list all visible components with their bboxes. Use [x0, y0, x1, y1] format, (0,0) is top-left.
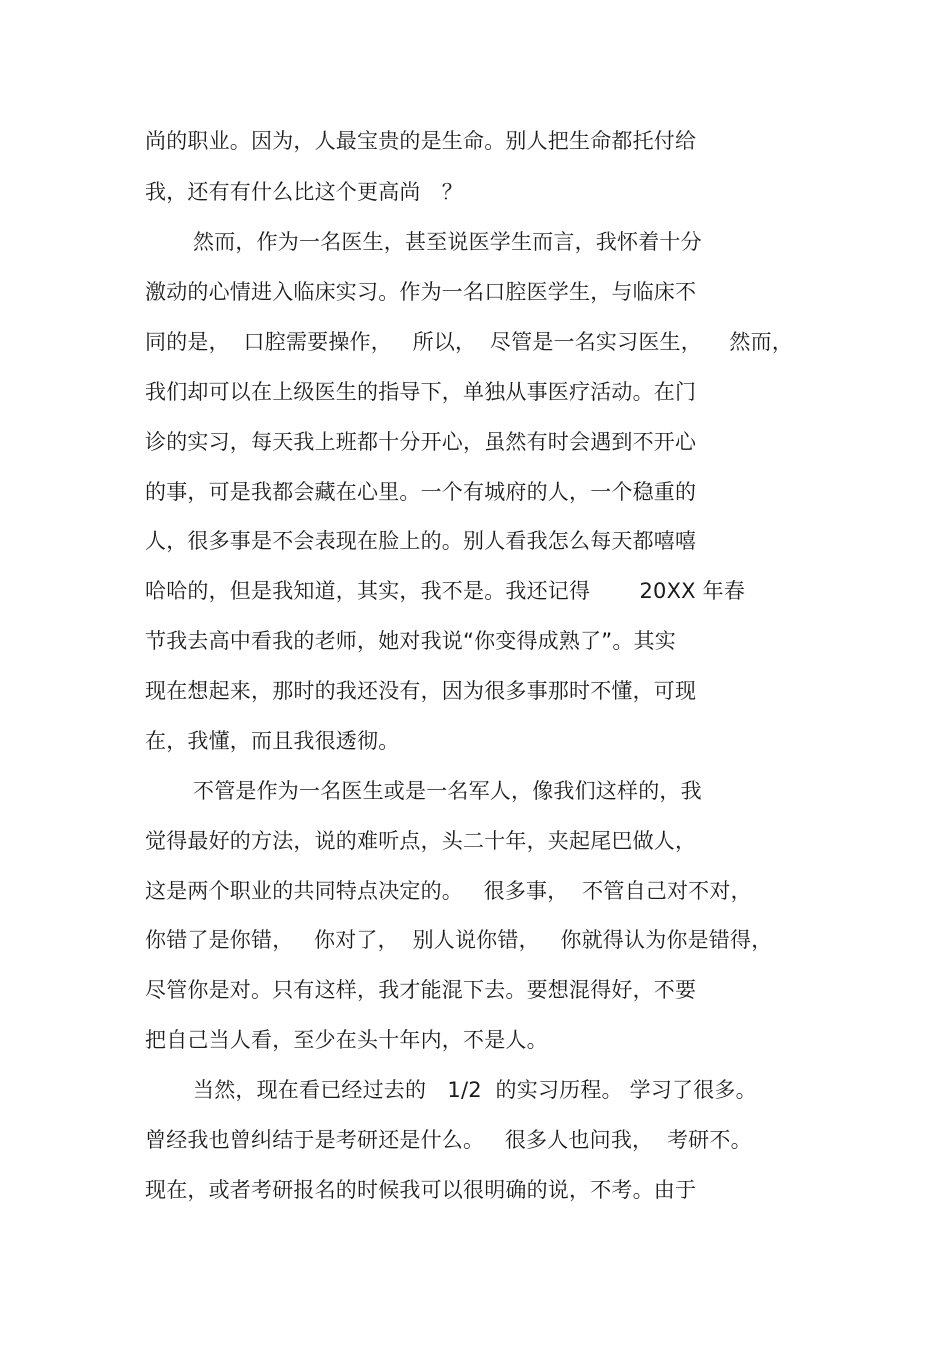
text-line: 把自己当人看，至少在头十年内，不是人。 [145, 1028, 548, 1052]
paragraph-first-line: 不管是作为一名医生或是一名军人，像我们这样的，我 [193, 779, 702, 803]
text-line: 同的是， 口腔需要操作， 所以， 尽管是一名实习医生， 然而， [145, 330, 794, 354]
text-line: 我，还有有什么比这个更高尚 ？ [145, 180, 463, 204]
text-line: 我们却可以在上级医生的指导下，单独从事医疗活动。在门 [145, 380, 697, 404]
text-line: 这是两个职业的共同特点决定的。 很多事， 不管自己对不对， [145, 879, 752, 903]
text-line: 激动的心情进入临床实习。作为一名口腔医学生，与临床不 [145, 280, 697, 304]
text-line: 在，我懂，而且我很透彻。 [145, 729, 400, 753]
text-line: 现在，或者考研报名的时候我可以很明确的说，不考。由于 [145, 1178, 697, 1202]
text-line: 曾经我也曾纠结于是考研还是什么。 很多人也问我， 考研不。 [145, 1128, 752, 1152]
paragraph-first-line: 当然，现在看已经过去的 1/2 的实习历程。 学习了很多。 [193, 1078, 757, 1102]
text-line: 节我去高中看我的老师，她对我说“你变得成熟了”。其实 [145, 629, 676, 653]
text-line: 的事，可是我都会藏在心里。一个有城府的人，一个稳重的 [145, 480, 697, 504]
text-line: 哈哈的，但是我知道，其实，我不是。我还记得 20XX 年春 [145, 579, 746, 603]
text-line: 觉得最好的方法，说的难听点，头二十年，夹起尾巴做人， [145, 829, 697, 853]
paragraph-first-line: 然而，作为一名医生，甚至说医学生而言，我怀着十分 [193, 230, 702, 254]
text-line: 人，很多事是不会表现在脸上的。别人看我怎么每天都嘻嘻 [145, 529, 697, 553]
text-line: 尽管你是对。只有这样，我才能混下去。要想混得好，不要 [145, 978, 697, 1002]
text-line: 现在想起来，那时的我还没有，因为很多事那时不懂，可现 [145, 679, 697, 703]
text-line: 你错了是你错， 你对了， 别人说你错， 你就得认为你是错得， [145, 928, 773, 952]
text-line: 诊的实习，每天我上班都十分开心，虽然有时会遇到不开心 [145, 430, 697, 454]
text-line: 尚的职业。因为，人最宝贵的是生命。别人把生命都托付给 [145, 129, 697, 153]
